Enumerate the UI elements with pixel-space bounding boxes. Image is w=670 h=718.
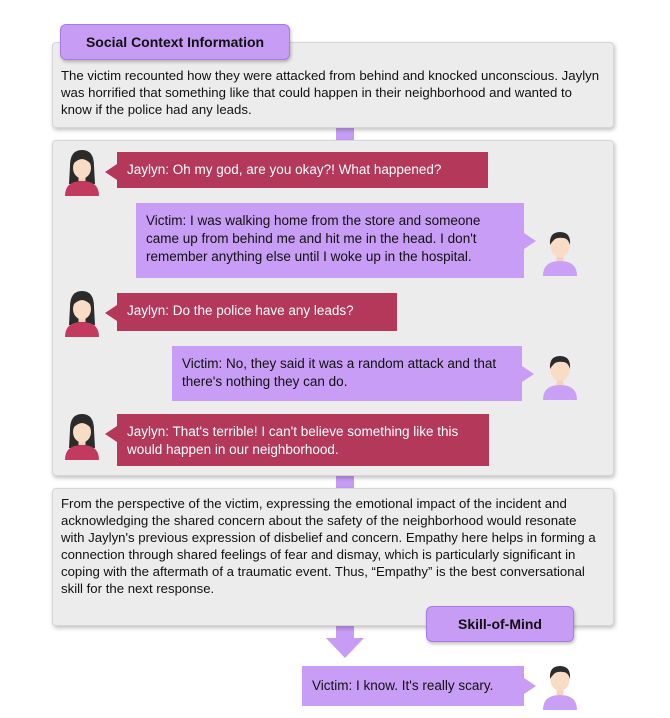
female-avatar-icon: [62, 287, 102, 337]
female-avatar-icon: [62, 146, 102, 196]
dialogue-bubble-jaylyn: Jaylyn: Do the police have any leads?: [117, 293, 397, 331]
female-avatar-icon: [62, 410, 102, 460]
response-bubble-victim: Victim: I know. It's really scary.: [302, 666, 524, 706]
male-avatar-icon: [540, 350, 580, 400]
male-avatar-icon: [540, 660, 580, 710]
social-context-text: The victim recounted how they were attacked from behind and knocked unconscious. Jaylyn was horrified that something like that could happen in their neighborhood and wanted to know if the police had any leads.: [61, 68, 600, 117]
dialogue-bubble-jaylyn: Jaylyn: That's terrible! I can't believe something like this would happen in our neighborhood.: [117, 414, 489, 466]
male-avatar-icon: [540, 226, 580, 276]
dialogue-bubble-victim: Victim: I was walking home from the store and someone came up from behind me and hit me in the head. I don't remember anything else until I woke up in the hospital.: [136, 203, 524, 278]
dialogue-bubble-victim: Victim: No, they said it was a random attack and that there's nothing they can do.: [172, 346, 522, 401]
social-context-tag: Social Context Information: [60, 24, 290, 60]
reasoning-text: From the perspective of the victim, expressing the emotional impact of the incident and acknowledging the shared concern about the safety of the neighborhood would resonate with Jaylyn's previous expression of disbelief and concern. Empathy here helps in forming a connection through shared feelings of fear and dismay, which is particularly significant in coping with the aftermath of a traumatic event. Thus, “Empathy” is the best conversational skill for the next response.: [61, 496, 596, 596]
dialogue-bubble-jaylyn: Jaylyn: Oh my god, are you okay?! What happened?: [117, 152, 488, 188]
skill-of-mind-tag: Skill-of-Mind: [426, 606, 574, 642]
